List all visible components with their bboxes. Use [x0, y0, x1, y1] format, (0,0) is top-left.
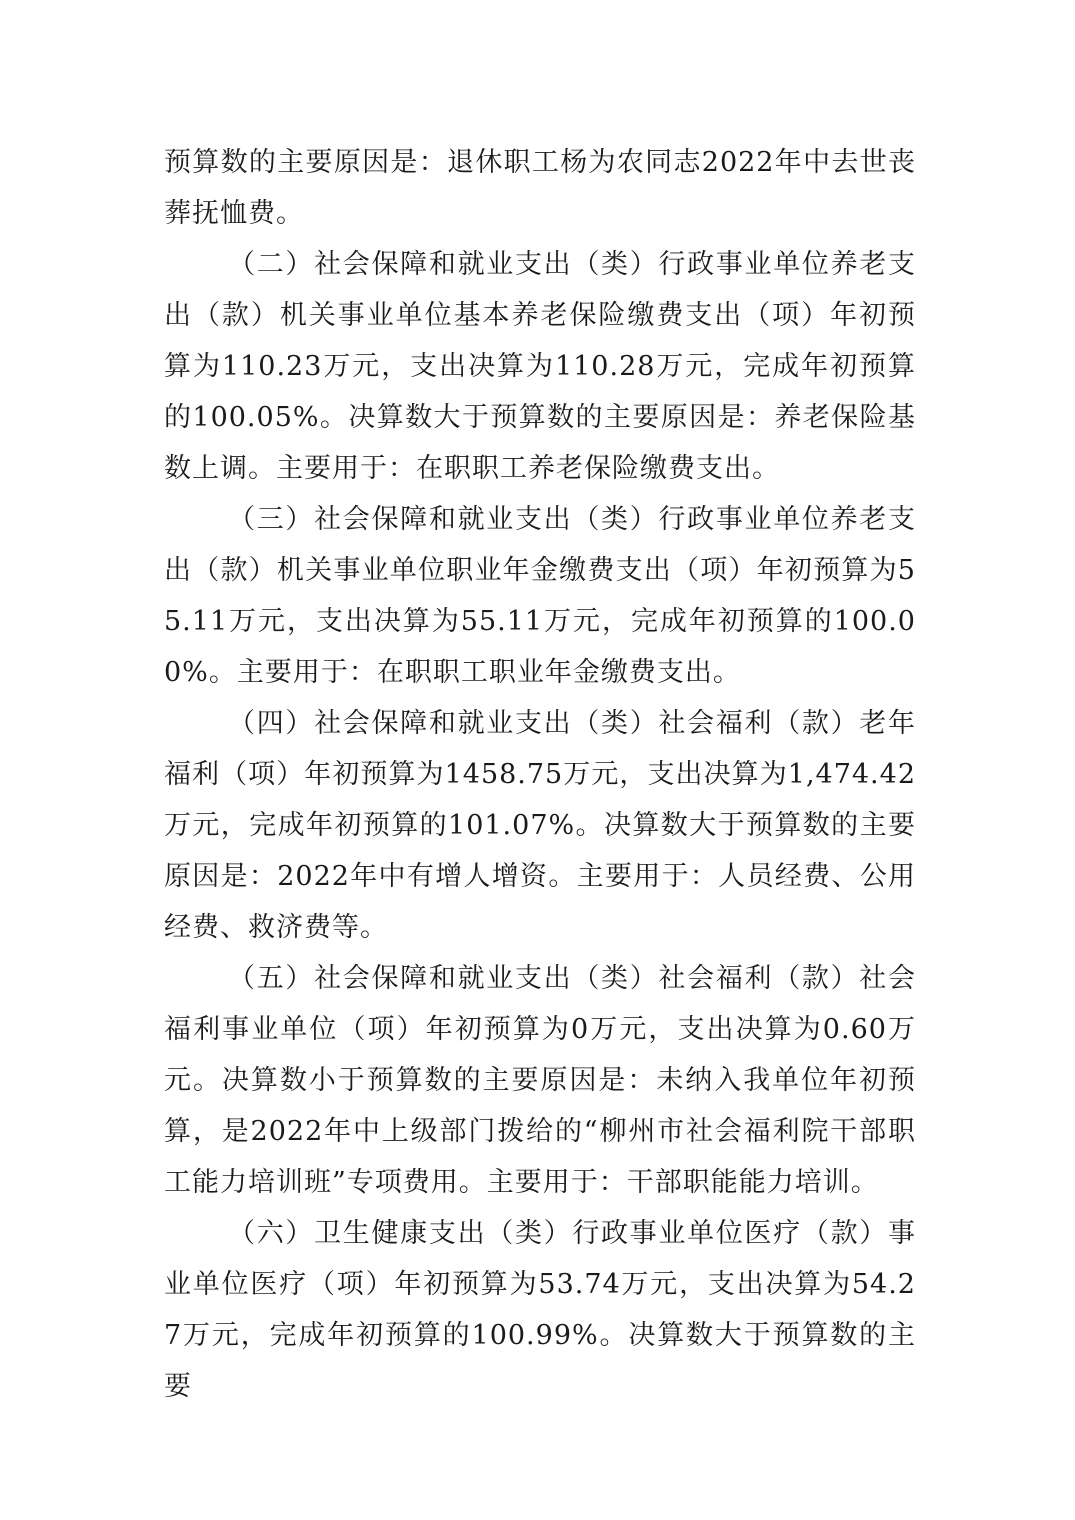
paragraph-pension-insurance: （二）社会保障和就业支出（类）行政事业单位养老支出（款）机关事业单位基本养老保险缴费支出（项）年初预算为110.23万元，支出决算为110.28万元，完成年初预算的100.05%。决算数大于预算数的主要原因是：养老保险基数上调。主要用于：在职职工养老保险缴费支出。	[164, 249, 916, 484]
paragraph-occupational-annuity: （三）社会保障和就业支出（类）行政事业单位养老支出（款）机关事业单位职业年金缴费支出（项）年初预算为55.11万元，支出决算为55.11万元，完成年初预算的100.00%。主要用于：在职职工职业年金缴费支出。	[164, 504, 916, 688]
paragraph-elderly-welfare: （四）社会保障和就业支出（类）社会福利（款）老年福利（项）年初预算为1458.75万元，支出决算为1,474.42万元，完成年初预算的101.07%。决算数大于预算数的主要原因是：2022年中有增人增资。主要用于：人员经费、公用经费、救济费等。	[164, 708, 916, 943]
paragraph-medical-expense: （六）卫生健康支出（类）行政事业单位医疗（款）事业单位医疗（项）年初预算为53.74万元，支出决算为54.27万元，完成年初预算的100.99%。决算数大于预算数的主要	[164, 1218, 916, 1402]
paragraph-welfare-institution: （五）社会保障和就业支出（类）社会福利（款）社会福利事业单位（项）年初预算为0万元，支出决算为0.60万元。决算数小于预算数的主要原因是：未纳入我单位年初预算，是2022年中上级部门拨给的“柳州市社会福利院干部职工能力培训班”专项费用。主要用于：干部职能能力培训。	[164, 963, 916, 1198]
paragraph-continuation: 预算数的主要原因是：退休职工杨为农同志2022年中去世丧葬抚恤费。	[164, 147, 916, 229]
document-body	[164, 137, 916, 1412]
